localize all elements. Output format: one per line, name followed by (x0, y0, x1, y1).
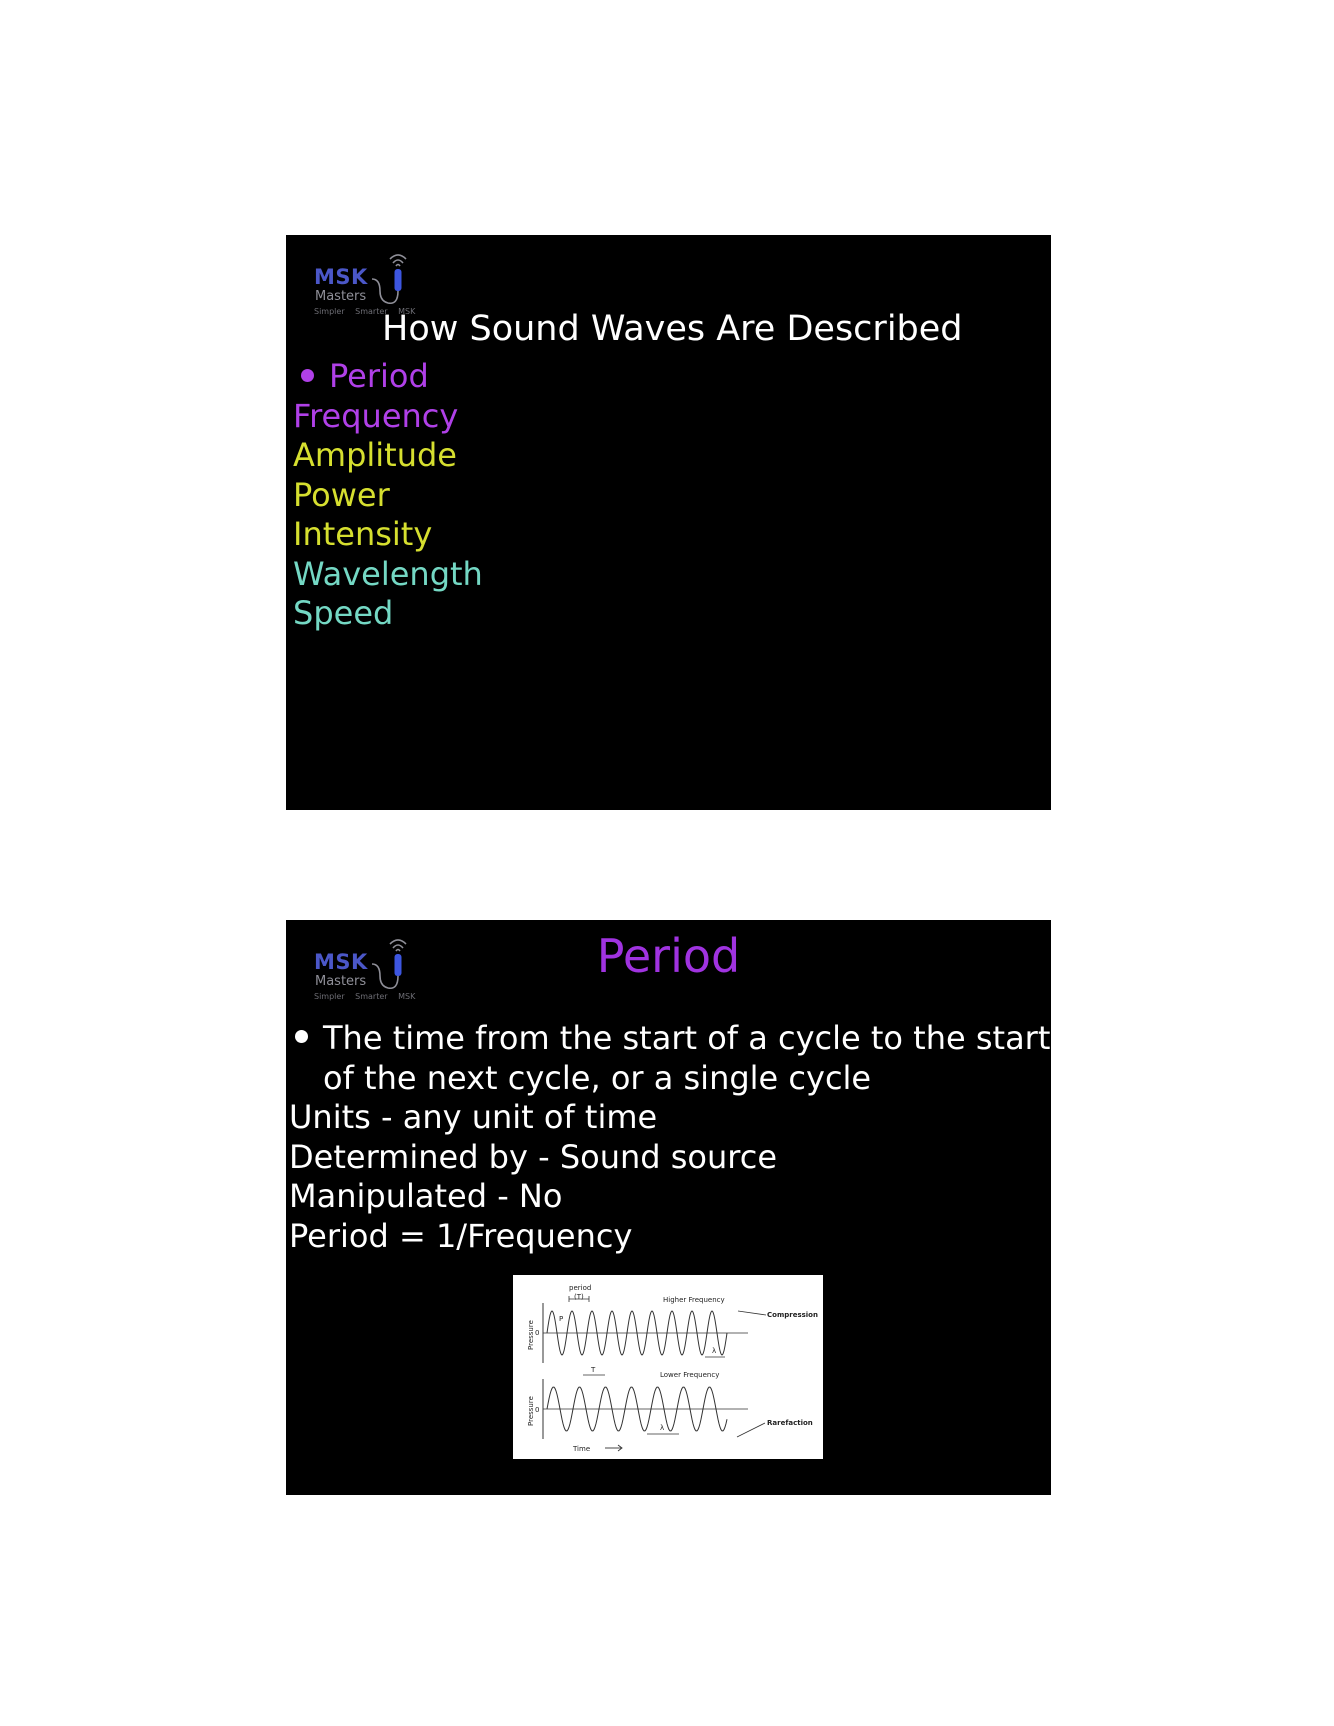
rarefaction-label: Rarefaction (767, 1419, 813, 1427)
lambda-top-label: λ (712, 1347, 717, 1355)
ultrasound-probe-icon (368, 251, 424, 311)
list-item-power: Power (293, 475, 390, 514)
bullet-dot (301, 369, 314, 382)
slide-body (289, 1019, 1050, 1256)
list-item-period (293, 357, 483, 397)
topic-list (293, 357, 483, 634)
list-item-label: Period (329, 357, 429, 395)
slide-period (286, 920, 1051, 1495)
logo-tagline: Simpler Smarter MSK (314, 992, 416, 1001)
body-line (289, 1019, 1050, 1059)
lambda-bottom-label: λ (660, 1424, 665, 1432)
y-axis-label-bottom: Pressure (527, 1396, 535, 1426)
slide-sound-waves (286, 235, 1051, 810)
slide-title: Period (596, 929, 741, 983)
y-axis-label-top: Pressure (527, 1320, 535, 1350)
logo-brand: MSK (314, 265, 368, 289)
body-line-text: The time from the start of a cycle to the start (323, 1019, 1051, 1057)
logo-name: Masters (315, 974, 367, 989)
zero-bottom-label: 0 (535, 1406, 540, 1414)
body-line: of the next cycle, or a single cycle (323, 1058, 872, 1097)
body-line-determined: Determined by - Sound source (289, 1137, 778, 1176)
period-label: period (569, 1284, 592, 1292)
list-item-intensity: Intensity (293, 515, 433, 553)
logo-brand: MSK (314, 950, 368, 974)
x-axis-label: Time (573, 1445, 591, 1453)
list-item-wavelength: Wavelength (293, 554, 483, 593)
period-wave-diagram (513, 1275, 823, 1459)
logo-name: Masters (315, 289, 367, 304)
body-line-formula: Period = 1/Frequency (289, 1216, 633, 1255)
body-line-manipulated: Manipulated - No (289, 1177, 563, 1215)
slide-title: How Sound Waves Are Described (382, 309, 963, 349)
list-item-amplitude: Amplitude (293, 436, 457, 474)
p-label: P (559, 1315, 564, 1323)
t-label: T (591, 1366, 596, 1374)
list-item-frequency: Frequency (293, 396, 459, 435)
higher-frequency-label: Higher Frequency (663, 1296, 725, 1304)
lower-frequency-label: Lower Frequency (660, 1371, 720, 1379)
period-symbol: (T) (574, 1293, 584, 1301)
compression-label: Compression (767, 1311, 818, 1319)
zero-top-label: 0 (535, 1329, 540, 1337)
list-item-speed: Speed (293, 594, 394, 632)
body-line-units: Units - any unit of time (289, 1098, 658, 1136)
logo-tagline: Simpler Smarter MSK (314, 307, 416, 316)
bullet-dot (295, 1030, 308, 1043)
